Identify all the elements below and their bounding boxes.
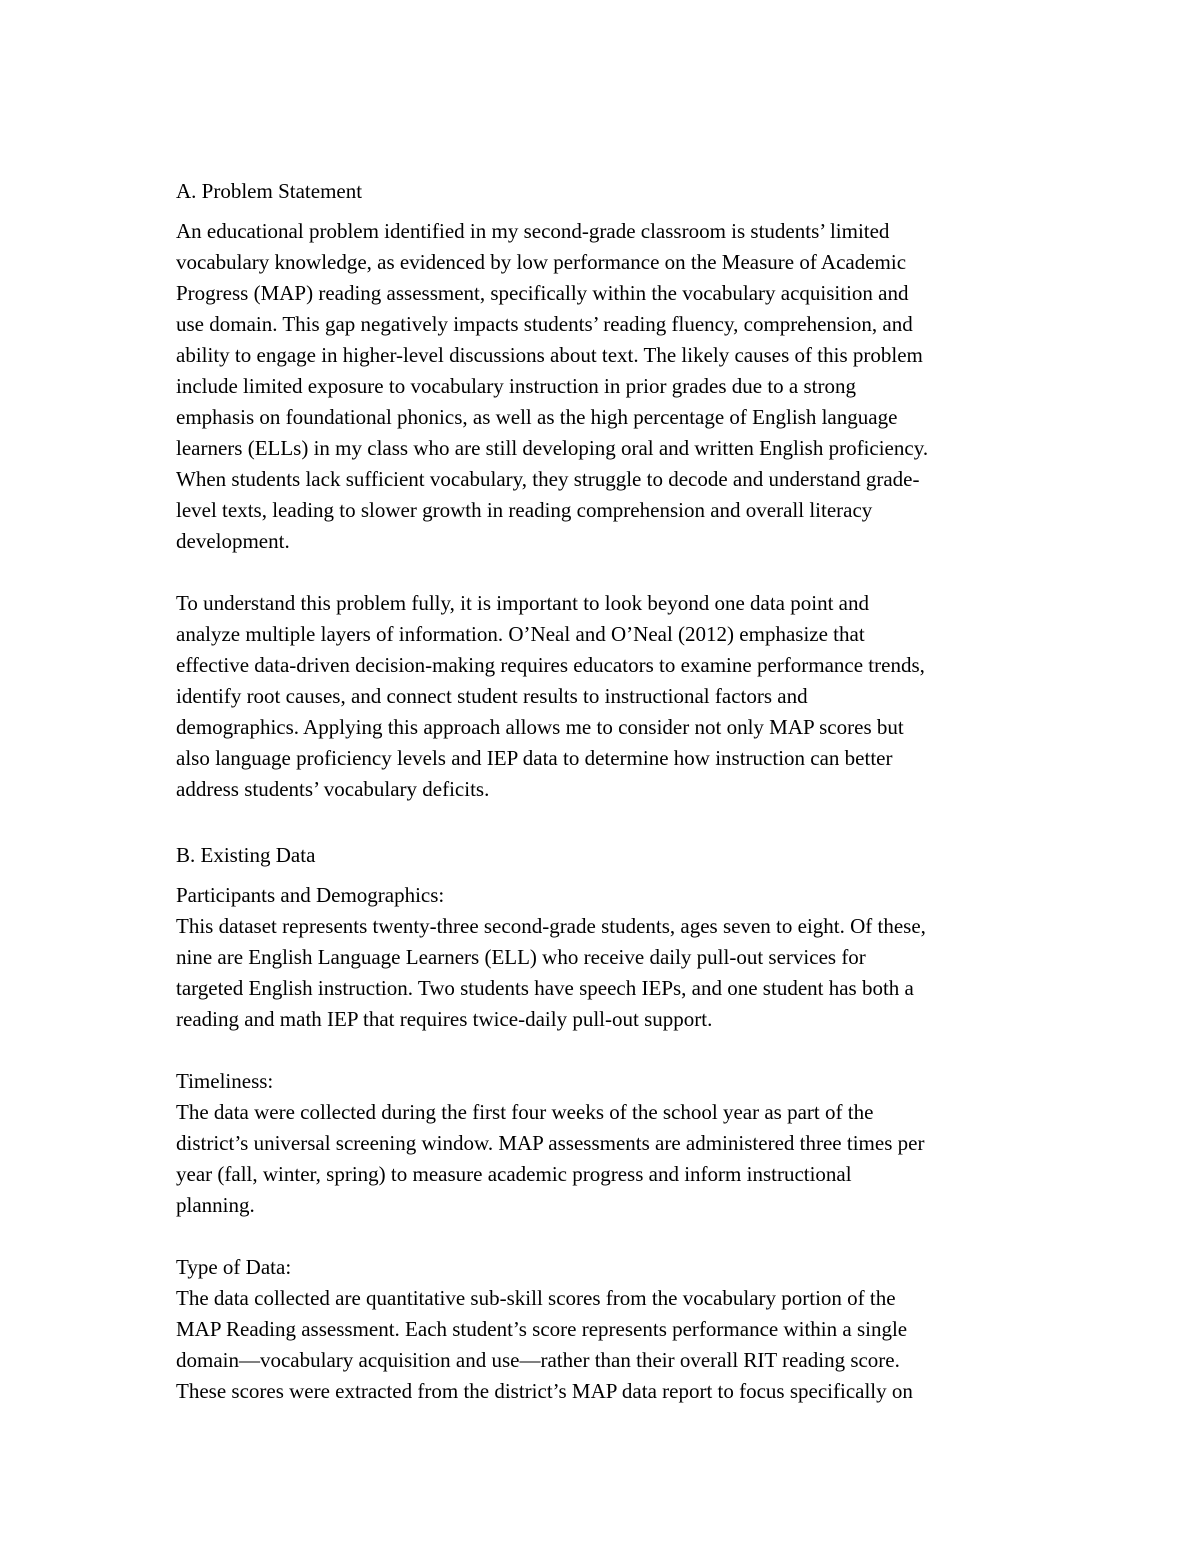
text-line: To understand this problem fully, it is important to look beyond one data point and: [176, 591, 869, 615]
problem-statement-paragraph-1: [176, 216, 1036, 557]
text-line: also language proficiency levels and IEP data to determine how instruction can better: [176, 746, 893, 770]
text-line: nine are English Language Learners (ELL) who receive daily pull-out services for: [176, 945, 866, 969]
text-line: reading and math IEP that requires twice-daily pull-out support.: [176, 1007, 713, 1031]
text-line: analyze multiple layers of information. O’Neal and O’Neal (2012) emphasize that: [176, 622, 865, 646]
text-line: level texts, leading to slower growth in reading comprehension and overall literacy: [176, 498, 873, 522]
text-line: targeted English instruction. Two students have speech IEPs, and one student has both a: [176, 976, 914, 1000]
type-of-data-block: [176, 1252, 1036, 1407]
text-line: ability to engage in higher-level discussions about text. The likely causes of this problem: [176, 343, 923, 367]
text-line: year (fall, winter, spring) to measure academic progress and inform instructional: [176, 1162, 852, 1186]
text-line: Progress (MAP) reading assessment, specifically within the vocabulary acquisition and: [176, 281, 909, 305]
problem-statement-paragraph-2: [176, 588, 1036, 805]
text-line: effective data-driven decision-making requires educators to examine performance trends,: [176, 653, 925, 677]
text-line: MAP Reading assessment. Each student’s score represents performance within a single: [176, 1317, 908, 1341]
text-line: learners (ELLs) in my class who are still developing oral and written English proficiency.: [176, 436, 929, 460]
text-line: emphasis on foundational phonics, as well as the high percentage of English language: [176, 405, 898, 429]
text-line: planning.: [176, 1193, 255, 1217]
text-line: district’s universal screening window. MAP assessments are administered three times per: [176, 1131, 925, 1155]
text-line: address students’ vocabulary deficits.: [176, 777, 490, 801]
type-of-data-label: Type of Data:: [176, 1255, 292, 1279]
text-line: use domain. This gap negatively impacts students’ reading fluency, comprehension, and: [176, 312, 913, 336]
participants-label: Participants and Demographics:: [176, 883, 445, 907]
text-line: When students lack sufficient vocabulary, they struggle to decode and understand grade-: [176, 467, 920, 491]
timeliness-label: Timeliness:: [176, 1069, 274, 1093]
text-line: demographics. Applying this approach allows me to consider not only MAP scores but: [176, 715, 904, 739]
text-line: These scores were extracted from the district’s MAP data report to focus specifically on: [176, 1379, 913, 1403]
text-line: The data collected are quantitative sub-skill scores from the vocabulary portion of the: [176, 1286, 896, 1310]
text-line: identify root causes, and connect student results to instructional factors and: [176, 684, 808, 708]
participants-block: [176, 880, 1036, 1035]
text-line: The data were collected during the first four weeks of the school year as part of the: [176, 1100, 874, 1124]
section-b-heading: B. Existing Data: [176, 843, 316, 867]
text-line: An educational problem identified in my second-grade classroom is students’ limited: [176, 219, 890, 243]
document-page: [176, 176, 1036, 1407]
section-a-heading: A. Problem Statement: [176, 179, 363, 203]
text-line: This dataset represents twenty-three second-grade students, ages seven to eight. Of these,: [176, 914, 926, 938]
text-line: development.: [176, 529, 290, 553]
text-line: vocabulary knowledge, as evidenced by low performance on the Measure of Academic: [176, 250, 907, 274]
text-line: domain—vocabulary acquisition and use—rather than their overall RIT reading score.: [176, 1348, 900, 1372]
text-line: include limited exposure to vocabulary instruction in prior grades due to a strong: [176, 374, 856, 398]
timeliness-block: [176, 1066, 1036, 1221]
